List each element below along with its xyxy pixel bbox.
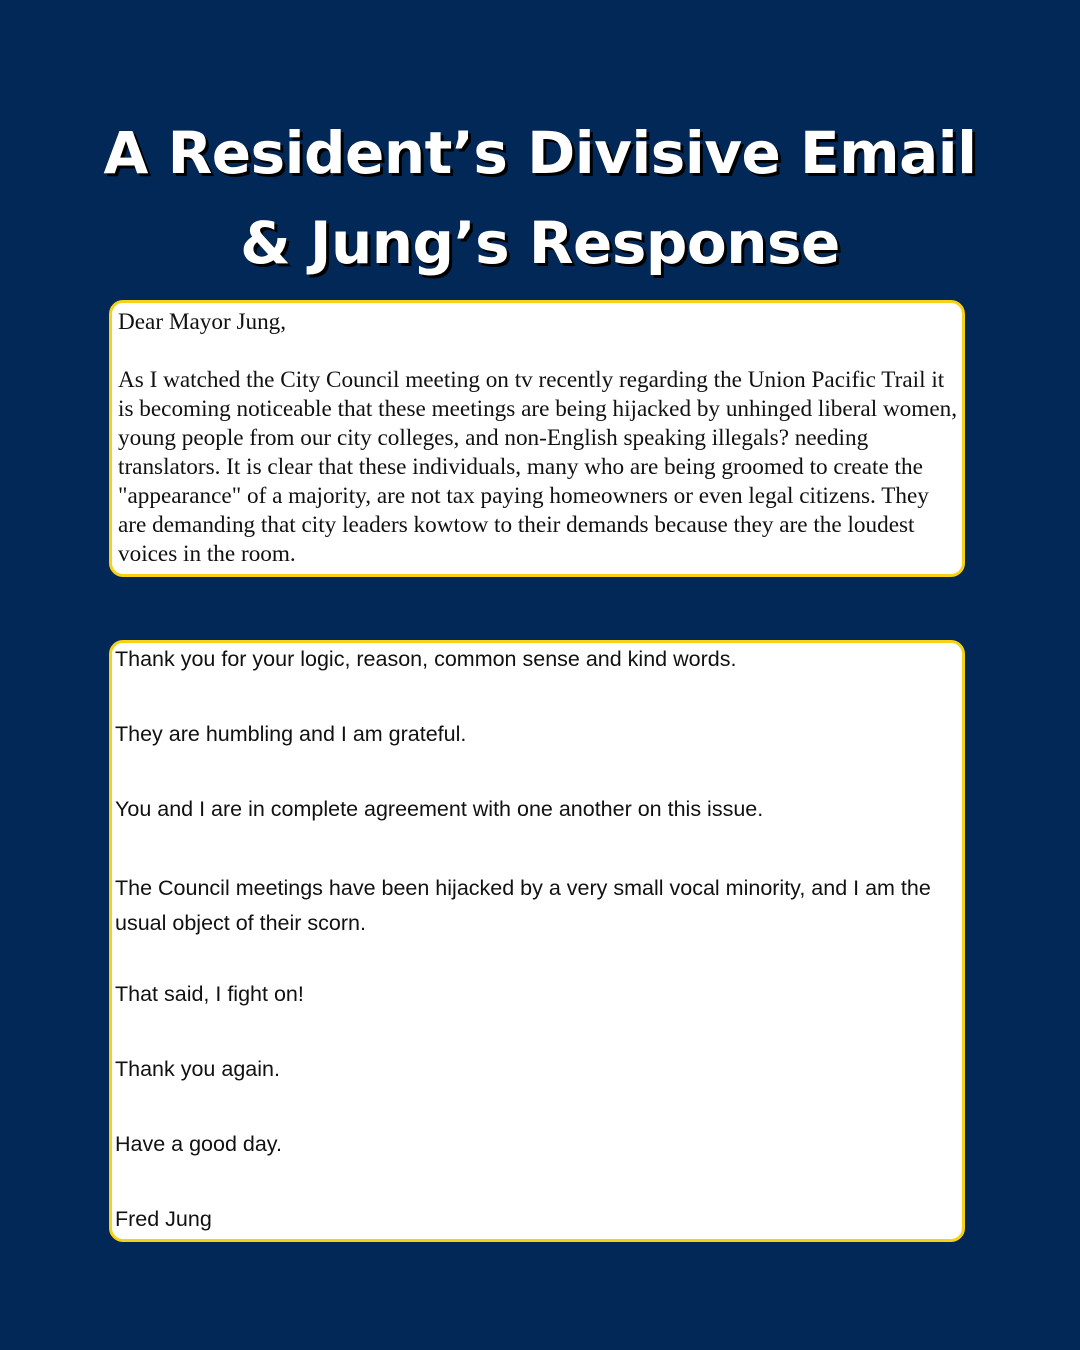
title-line-2: & Jung’s Response: [240, 209, 840, 277]
email-greeting: Dear Mayor Jung,: [118, 309, 287, 335]
response-line-5: That said, I fight on!: [115, 982, 304, 1006]
response-signature: Fred Jung: [115, 1207, 212, 1231]
page-title: [0, 108, 1080, 288]
response-line-1: Thank you for your logic, reason, common sense and kind words.: [115, 647, 737, 671]
email-body: As I watched the City Council meeting on tv recently regarding the Union Pacific Trail it is becoming noticeable that these meetings are being hijacked by unhinged liberal women, young people from our city colleges, and non-English speaking illegals? needing translators. It is clear that these individuals, many who are being groomed to create the "appearance" of a majority, are not tax paying homeowners or even legal citizens. They are demanding that city leaders kowtow to their demands because they are the loudest voices in the room.: [118, 367, 957, 567]
response-line-4: The Council meetings have been hijacked by a very small vocal minority, and I am the usual object of their scorn.: [115, 876, 931, 935]
response-line-3: You and I are in complete agreement with one another on this issue.: [115, 797, 764, 821]
jung-response-card: [109, 640, 965, 1242]
title-line-1: A Resident’s Divisive Email: [103, 119, 977, 187]
response-line-7: Have a good day.: [115, 1132, 282, 1156]
response-line-6: Thank you again.: [115, 1057, 280, 1081]
resident-email-card: [109, 300, 965, 577]
response-line-2: They are humbling and I am grateful.: [115, 722, 467, 746]
